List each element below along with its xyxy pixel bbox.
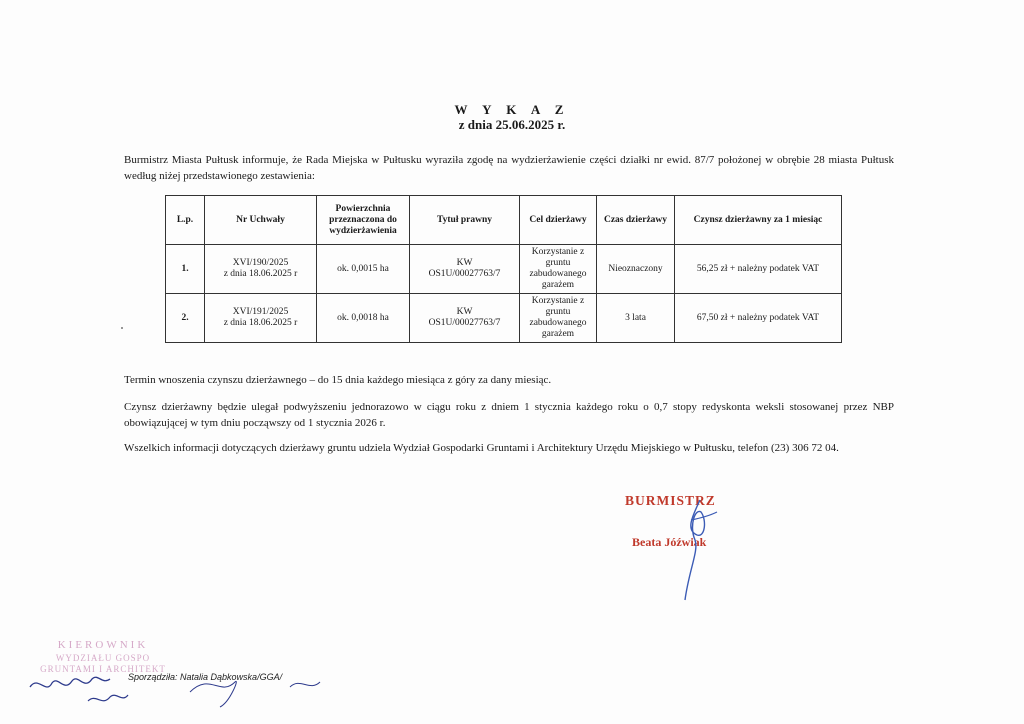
payment-term-paragraph: Termin wnoszenia czynszu dzierżawnego – do 15 dnia każdego miesiąca z góry za dany miesiąc. bbox=[124, 374, 552, 386]
preparer-signature-icon bbox=[180, 662, 340, 712]
legal-title-kw: KW bbox=[456, 307, 473, 317]
cell-duration: Nieoznaczony bbox=[597, 245, 675, 294]
cell-duration: 3 lata bbox=[597, 294, 675, 343]
document-title: W Y K A Z bbox=[454, 102, 570, 117]
prepared-by-note: Sporządziła: Natalia Dąbkowska/GGA/ bbox=[128, 672, 283, 682]
legal-title-number: OS1U/00027763/7 bbox=[428, 269, 501, 279]
intro-paragraph: Burmistrz Miasta Pułtusk informuje, że Rada Miejska w Pułtusku wyraziła zgodę na wydzierżawienie części działki nr ewid. 87/7 położonej w obrębie 28 miasta Pułtusk według niżej przedstawionego zestawienia: bbox=[124, 154, 894, 182]
information-paragraph: Wszelkich informacji dotyczących dzierżawy gruntu udziela Wydział Gospodarki Gruntami i Architektury Urzędu Miejskiego w Pułtusku, telefon (23) 306 72 04. bbox=[124, 442, 839, 454]
lease-table bbox=[165, 195, 842, 343]
cell-lp: 2. bbox=[166, 294, 205, 343]
stamp-line: GRUNTAMI I ARCHITEKT bbox=[40, 664, 166, 674]
cell-legal-title bbox=[410, 294, 520, 343]
header-resolution: Nr Uchwały bbox=[205, 196, 317, 245]
table-row bbox=[166, 245, 842, 294]
cell-resolution bbox=[205, 245, 317, 294]
cell-lp: 1. bbox=[166, 245, 205, 294]
header-area: Powierzchnia przeznaczona do wydzierżawienia bbox=[317, 196, 410, 245]
cell-legal-title bbox=[410, 245, 520, 294]
handwritten-signature-icon bbox=[605, 490, 765, 610]
rent-increase-paragraph: Czynsz dzierżawny będzie ulegał podwyższeniu jednorazowo w ciągu roku z dniem 1 stycznia każdego roku o 0,7 stopy redyskonta weksli stosowanej przez NBP obowiązującej w tym dniu począwszy od 1 stycznia 2026 r. bbox=[124, 401, 894, 429]
mayor-signature-block bbox=[605, 490, 765, 610]
header-legal-title: Tytuł prawny bbox=[410, 196, 520, 245]
resolution-number: XVI/191/2025 bbox=[232, 307, 289, 317]
document-date: z dnia 25.06.2025 r. bbox=[458, 117, 566, 132]
legal-title-number: OS1U/00027763/7 bbox=[428, 318, 501, 328]
scan-speck bbox=[121, 327, 123, 329]
resolution-date: z dnia 18.06.2025 r bbox=[223, 269, 298, 279]
cell-purpose: Korzystanie z gruntu zabudowanego garażem bbox=[520, 294, 597, 343]
resolution-date: z dnia 18.06.2025 r bbox=[223, 318, 298, 328]
mayor-title-stamp: BURMISTRZ bbox=[625, 493, 716, 508]
stamp-line: KIEROWNIK bbox=[57, 639, 149, 651]
resolution-number: XVI/190/2025 bbox=[232, 258, 289, 268]
table-header-row bbox=[166, 196, 842, 245]
header-rent: Czynsz dzierżawny za 1 miesiąc bbox=[675, 196, 842, 245]
cell-rent: 67,50 zł + należny podatek VAT bbox=[675, 294, 842, 343]
cell-area: ok. 0,0015 ha bbox=[317, 245, 410, 294]
cell-purpose: Korzystanie z gruntu zabudowanego garażem bbox=[520, 245, 597, 294]
cell-rent: 56,25 zł + należny podatek VAT bbox=[675, 245, 842, 294]
legal-title-kw: KW bbox=[456, 258, 473, 268]
cell-resolution bbox=[205, 294, 317, 343]
mayor-name-stamp: Beata Jóźwiak bbox=[632, 535, 707, 549]
stamp-line: WYDZIAŁU GOSPO bbox=[55, 653, 151, 663]
cell-area: ok. 0,0018 ha bbox=[317, 294, 410, 343]
header-purpose: Cel dzierżawy bbox=[520, 196, 597, 245]
header-lp: L.p. bbox=[166, 196, 205, 245]
header-duration: Czas dzierżawy bbox=[597, 196, 675, 245]
table-row bbox=[166, 294, 842, 343]
